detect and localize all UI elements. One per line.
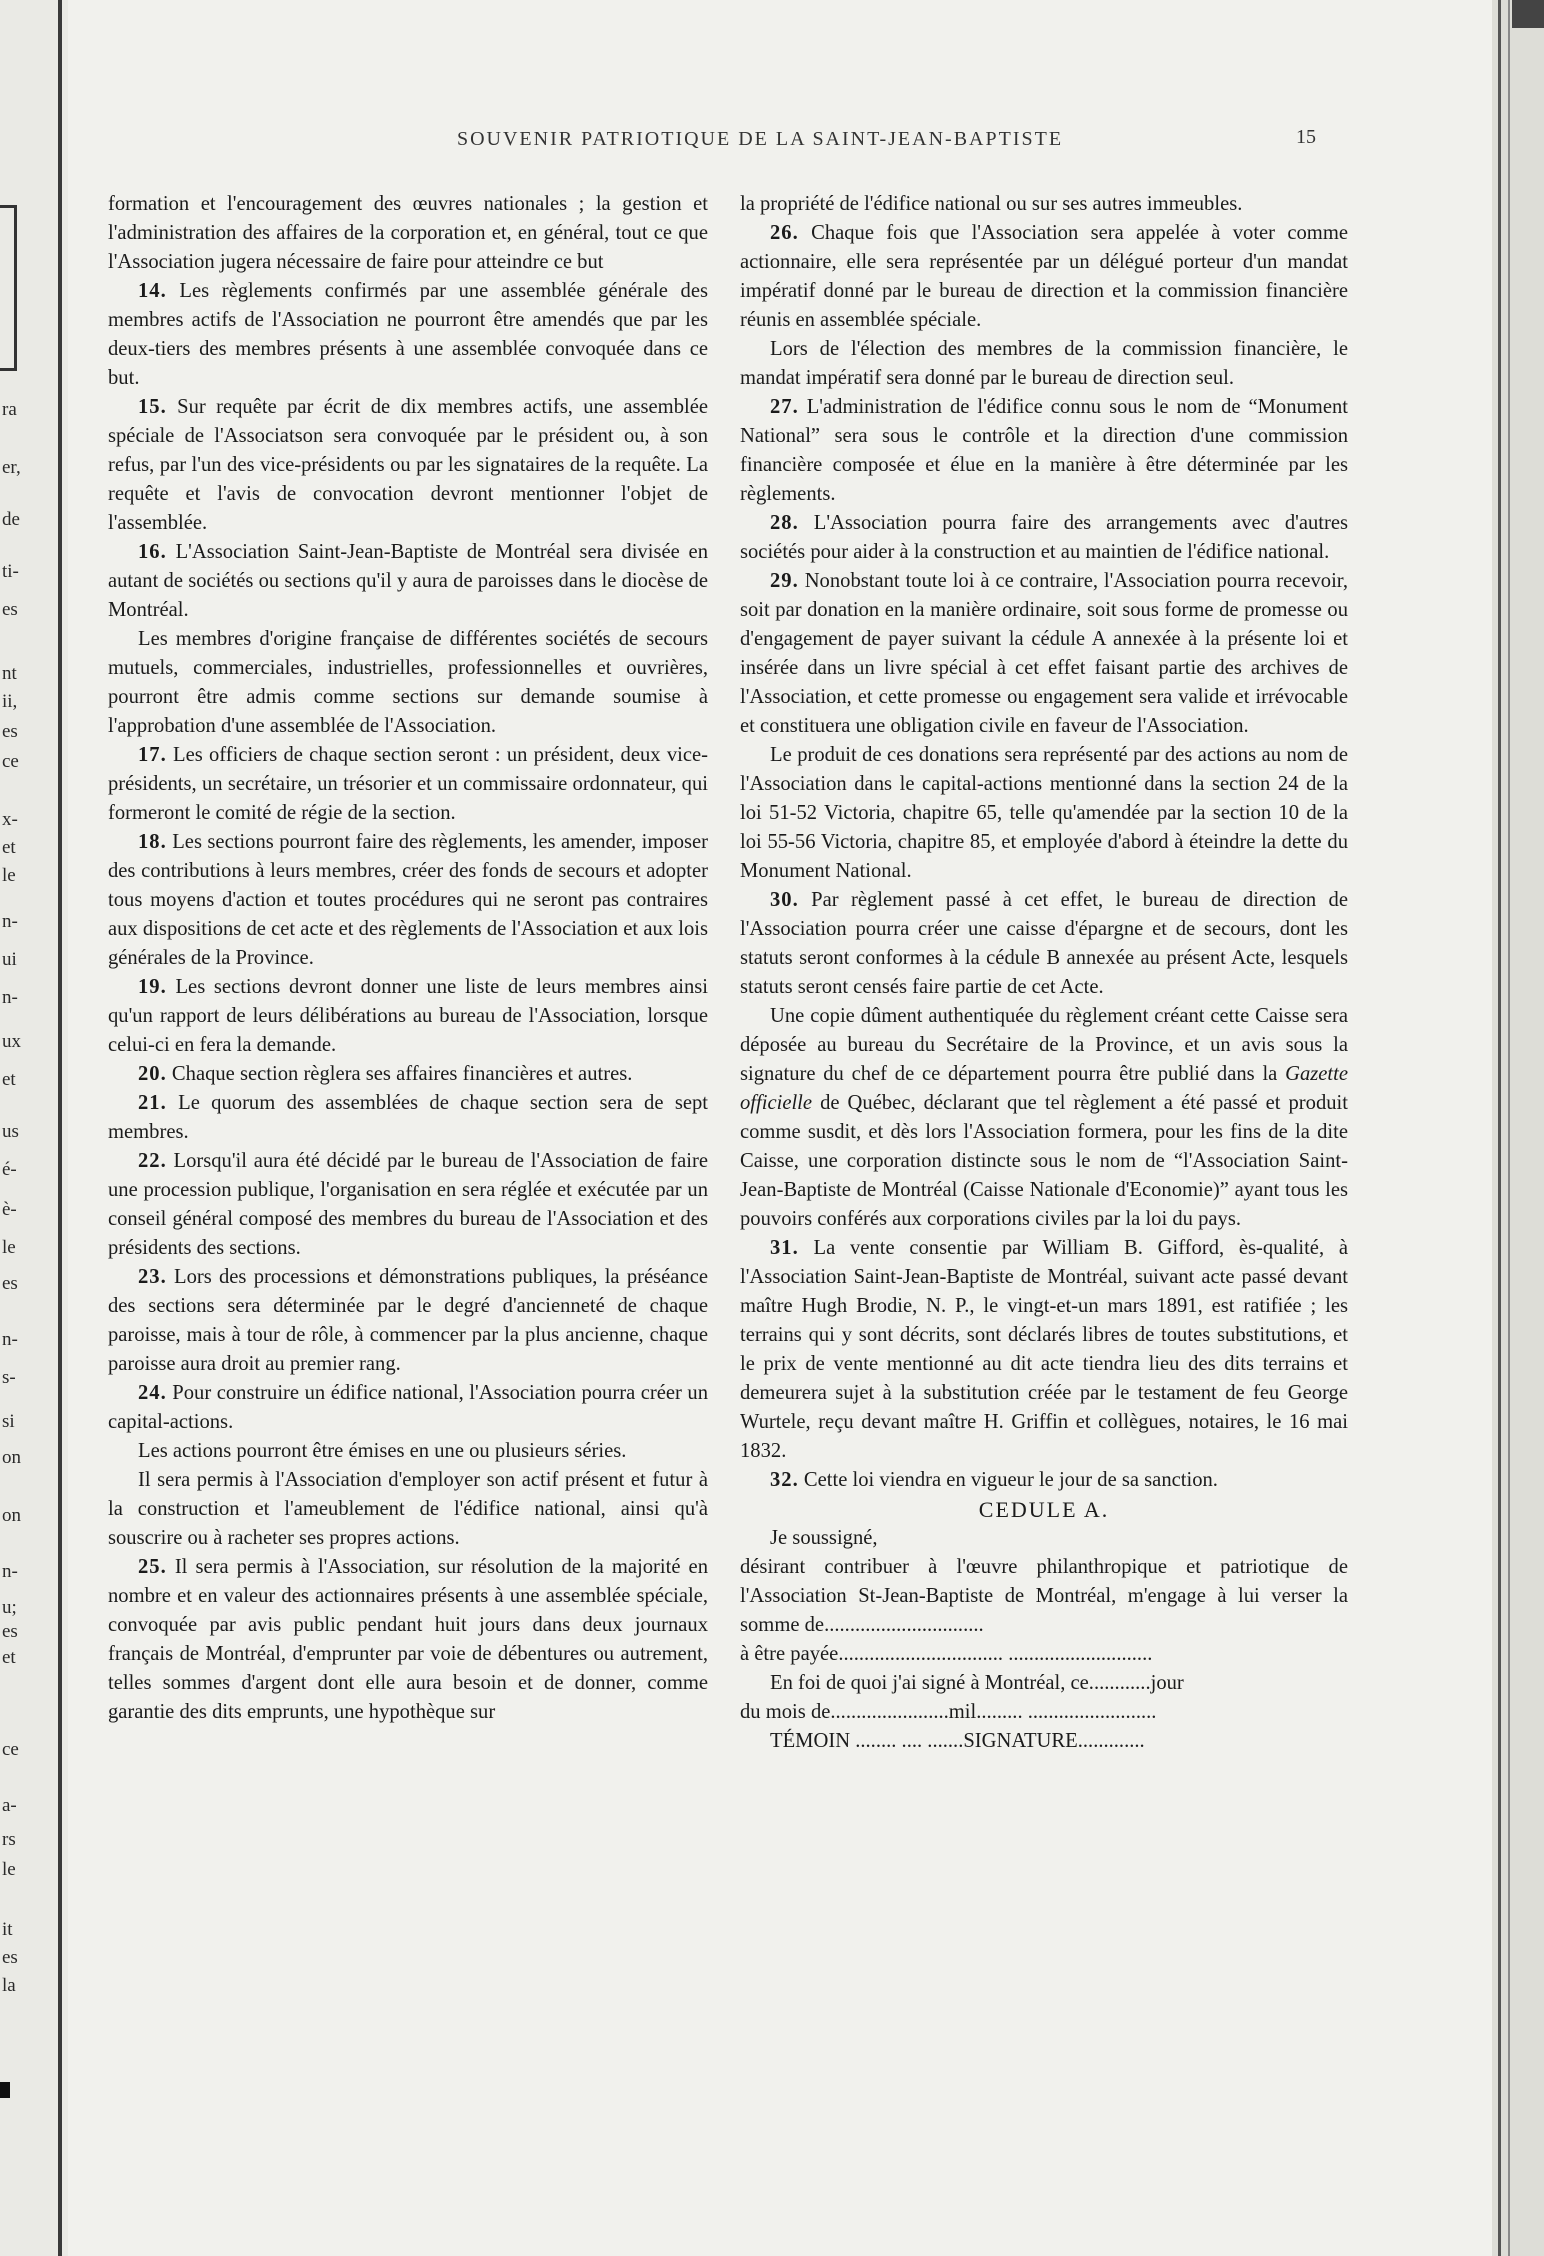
margin-text-fragment: ii,: [2, 691, 18, 712]
paragraph-text: Chaque section règlera ses affaires financières et autres.: [171, 1063, 633, 1085]
section-number: 31.: [770, 1237, 799, 1259]
section-number: 30.: [770, 889, 799, 911]
section-number: 28.: [770, 512, 799, 534]
left-column: [108, 190, 708, 1727]
paragraph-text: Le produit de ces donations sera représenté par des actions au nom de l'Association dans le capital-actions mentionné dans la section 24 de la loi 51-52 Victoria, chapitre 65, telle qu'amendée par la section 10 de la loi 55-56 Victoria, chapitre 85, et employée d'abord à éteindre la dette du Monument National.: [740, 744, 1348, 882]
margin-text-fragment: la: [2, 1975, 16, 1996]
paragraph: [740, 1234, 1348, 1466]
paragraph: [108, 1147, 708, 1263]
cedule-line: à être payée................................ ............................: [740, 1643, 1153, 1665]
paragraph: [740, 1466, 1348, 1495]
margin-text-fragment: ra: [2, 399, 17, 420]
cedule-line: du mois de.......................mil......... .........................: [740, 1701, 1157, 1723]
section-number: 25.: [138, 1556, 167, 1578]
margin-text-fragment: nt: [2, 663, 17, 684]
running-header: SOUVENIR PATRIOTIQUE DE LA SAINT-JEAN-BAPTISTE: [456, 128, 1064, 150]
margin-text-fragment: ux: [2, 1031, 21, 1052]
margin-text-fragment: ui: [2, 949, 17, 970]
paragraph-text: Il sera permis à l'Association, sur résolution de la majorité en nombre et en valeur des actionnaires présents à une assemblée spéciale, convoquée par avis public pendant huit jours dans deux journaux français de Montréal, d'emprunter par voie de débentures ou autrement, telles sommes d'argent dont elle aura besoin et de donner, comme garantie des dits emprunts, une hypothèque sur: [108, 1556, 708, 1723]
paragraph: [740, 335, 1348, 393]
paragraph: [108, 1553, 708, 1727]
paragraph-text: Une copie dûment authentiquée du règlement créant cette Caisse sera déposée au bureau du Secrétaire de la Province, et un avis sous la signature du chef de ce département pourra être publié dans la: [740, 1005, 1348, 1085]
paragraph: [108, 1379, 708, 1437]
section-number: 32.: [770, 1469, 799, 1491]
paragraph: [108, 828, 708, 973]
paragraph: [740, 886, 1348, 1002]
paragraph: [740, 393, 1348, 509]
cedule-line: En foi de quoi j'ai signé à Montréal, ce............jour: [770, 1672, 1184, 1694]
margin-text-fragment: et: [2, 1069, 16, 1090]
margin-text-fragment: on: [2, 1505, 21, 1526]
section-number: 29.: [770, 570, 799, 592]
paragraph: [740, 567, 1348, 741]
paragraph: [108, 1089, 708, 1147]
paragraph-text: Les actions pourront être émises en une ou plusieurs séries.: [138, 1440, 627, 1462]
margin-text-fragment: us: [2, 1121, 19, 1142]
paragraph: [108, 1466, 708, 1553]
paragraph-text: Lorsqu'il aura été décidé par le bureau de l'Association de faire une procession publique, l'organisation en sera réglée et exécutée par un conseil général composé des membres du bureau de l'Association et des présidents des sections.: [108, 1150, 708, 1259]
margin-text-fragment: é-: [2, 1159, 17, 1180]
paragraph-text: L'Association pourra faire des arrangements avec d'autres sociétés pour aider à la construction et au maintien de l'édifice national.: [740, 512, 1348, 563]
paragraph-text: Les sections pourront faire des règlements, les amender, imposer des contributions à leurs membres, créer des fonds de secours et adopter tous moyens d'action et toutes procédures qui ne seront pas contraires aux dispositions de cet acte et des règlements de l'Association et aux lois générales de la Province.: [108, 831, 709, 969]
paragraph: [108, 1263, 708, 1379]
margin-text-fragment: u;: [2, 1597, 17, 1618]
paragraph-text: Le quorum des assemblées de chaque section sera de sept membres.: [108, 1092, 708, 1143]
margin-text-fragment: rs: [2, 1829, 16, 1850]
paragraph: [108, 625, 708, 741]
cedule-title: CEDULE A.: [978, 1497, 1110, 1522]
margin-text-fragment: ce: [2, 1739, 19, 1760]
margin-text-fragment: n-: [2, 987, 18, 1008]
italic-title: Gazette officielle: [740, 1063, 1348, 1114]
margin-text-fragment: et: [2, 837, 16, 858]
paragraph-text: de Québec, déclarant que tel règlement a été passé et produit comme susdit, et dès lors l'Association formera, pour les fins de la dite Caisse, une corporation distincte sous le nom de “l'Association Saint-Jean-Baptiste de Montréal (Caisse Nationale d'Economie)” ayant tous les pouvoirs conférés aux corporations civiles par la loi du pays.: [740, 1092, 1348, 1230]
paragraph: [740, 741, 1348, 886]
margin-text-fragment: a-: [2, 1795, 17, 1816]
section-number: 16.: [138, 541, 167, 563]
paragraph-text: Les règlements confirmés par une assemblée générale des membres actifs de l'Association ne pourront être amendés que par les deux-tiers des membres présents à une assemblée convoquée dans ce but.: [108, 280, 708, 389]
paragraph: [108, 277, 708, 393]
section-number: 26.: [770, 222, 799, 244]
margin-text-fragment: le: [2, 865, 16, 886]
margin-text-fragment: es: [2, 721, 18, 742]
margin-text-fragment: ce: [2, 751, 19, 772]
margin-text-fragment: n-: [2, 1329, 18, 1350]
section-number: 14.: [138, 280, 167, 302]
paragraph: [108, 973, 708, 1060]
section-number: 27.: [770, 396, 799, 418]
paragraph: [740, 190, 1348, 219]
gutter-rule: [58, 0, 62, 2256]
page-edge-right: [1492, 0, 1544, 2256]
paragraph: [740, 1002, 1348, 1234]
margin-text-fragment: si: [2, 1411, 15, 1432]
margin-text-fragment: es: [2, 599, 18, 620]
paragraph: [108, 1437, 708, 1466]
adjacent-page-edge: [0, 0, 68, 2256]
paragraph-text: Il sera permis à l'Association d'employer son actif présent et futur à la construction et l'ameublement de l'édifice national, ainsi qu'à souscrire ou à racheter ses propres actions.: [108, 1469, 708, 1549]
paragraph: [108, 393, 708, 538]
paragraph-text: Pour construire un édifice national, l'Association pourra créer un capital-actions.: [108, 1382, 708, 1433]
margin-text-fragment: le: [2, 1859, 16, 1880]
section-number: 21.: [138, 1092, 167, 1114]
margin-text-fragment: n-: [2, 1561, 18, 1582]
paragraph: [740, 509, 1348, 567]
section-number: 19.: [138, 976, 167, 998]
paragraph-text: formation et l'encouragement des œuvres nationales ; la gestion et l'administration des affaires de la corporation et, en général, tout ce que l'Association jugera nécessaire de faire pour atteindre ce but: [108, 193, 708, 273]
cedule-line: Je soussigné,: [770, 1527, 878, 1549]
paragraph-text: L'Association Saint-Jean-Baptiste de Montréal sera divisée en autant de sociétés ou sections qu'il y aura de paroisses dans le diocèse de Montréal.: [108, 541, 708, 621]
page-number: 15: [1296, 126, 1316, 148]
paragraph-text: Les sections devront donner une liste de leurs membres ainsi qu'un rapport de leurs délibérations au bureau de l'Association, lorsque celui-ci en fera la demande.: [108, 976, 708, 1056]
paragraph-text: Les officiers de chaque section seront : un président, deux vice-présidents, un secrétaire, un trésorier et un commissaire ordonnateur, qui formeront le comité de régie de la section.: [108, 744, 708, 824]
paragraph-text: L'administration de l'édifice connu sous le nom de “Monument National” sera sous le contrôle et la direction d'une commission financière composée et élue en la manière à être déterminée par les règlements.: [740, 396, 1348, 505]
margin-text-fragment: it: [2, 1919, 13, 1940]
section-number: 22.: [138, 1150, 167, 1172]
margin-text-fragment: x-: [2, 809, 18, 830]
section-number: 20.: [138, 1063, 167, 1085]
paragraph-text: Nonobstant toute loi à ce contraire, l'Association pourra recevoir, soit par donation en la manière ordinaire, soit sous forme de promesse ou d'engagement de payer suivant la cédule A annexée à la présente loi et insérée dans un livre spécial à cet effet faisant partie des archives de l'Association, et cette promesse ou engagement sera valide et irrévocable et constituera une obligation civile en faveur de l'Association.: [740, 570, 1348, 737]
paragraph: [740, 219, 1348, 335]
cedule-line: désirant contribuer à l'œuvre philanthropique et patriotique de l'Association St-Jean-Baptiste de Montréal, m'engage à lui verser la somme de...............................: [740, 1556, 1348, 1636]
margin-text-fragment: n-: [2, 911, 18, 932]
margin-text-fragment: s-: [2, 1367, 16, 1388]
section-number: 23.: [138, 1266, 167, 1288]
paragraph: [108, 538, 708, 625]
paragraph-text: Cette loi viendra en vigueur le jour de sa sanction.: [803, 1469, 1218, 1491]
paragraph-text: Lors des processions et démonstrations publiques, la préséance des sections sera déterminée par le degré d'ancienneté de chaque paroisse, mais à tour de rôle, à commencer par la plus ancienne, chaque paroisse aura droit au premier rang.: [108, 1266, 708, 1375]
margin-text-fragment: es: [2, 1947, 18, 1968]
section-number: 17.: [138, 744, 167, 766]
paragraph: [108, 1060, 708, 1089]
margin-text-fragment: et: [2, 1647, 16, 1668]
paragraph: [108, 741, 708, 828]
right-column: [740, 190, 1348, 1756]
margin-text-fragment: on: [2, 1447, 21, 1468]
paragraph-text: La vente consentie par William B. Gifford, ès-qualité, à l'Association Saint-Jean-Baptiste de Montréal, suivant acte passé devant maître Hugh Brodie, N. P., le vingt-et-un mars 1891, est ratifiée ; les terrains qui y sont décrits, sont déclarés libres de toutes substitutions, et le prix de vente mentionné au dit acte tiendra lieu des dits terrains et demeurera sujet à la substitution créée par le testament de feu George Wurtele, reçu devant maître H. Griffin et collègues, notaires, le 16 mai 1832.: [740, 1237, 1348, 1462]
margin-box: [0, 205, 17, 371]
margin-text-fragment: er,: [2, 457, 21, 478]
paragraph-text: la propriété de l'édifice national ou sur ses autres immeubles.: [740, 193, 1243, 215]
margin-mark: [0, 2082, 10, 2098]
paragraph-text: Les membres d'origine française de différentes sociétés de secours mutuels, commerciales, industrielles, professionnelles et ouvrières, pourront être admis comme sections sur demande soumise à l'approbation d'une assemblée de l'Association.: [108, 628, 708, 737]
paragraph-text: Sur requête par écrit de dix membres actifs, une assemblée spéciale de l'Associatson sera convoquée par le président ou, à son refus, par l'un des vice-présidents ou par les signataires de la requête. La requête et l'avis de convocation devront mentionner l'objet de l'assemblée.: [108, 396, 708, 534]
paragraph-text: Par règlement passé à cet effet, le bureau de direction de l'Association pourra créer une caisse d'épargne et de secours, dont les statuts seront conformes à la cédule B annexée au présent Acte, lesquels statuts seront censés faire partie de cet Acte.: [740, 889, 1348, 998]
paragraph: [108, 190, 708, 277]
margin-text-fragment: è-: [2, 1199, 17, 1220]
section-number: 15.: [138, 396, 167, 418]
margin-text-fragment: de: [2, 509, 20, 530]
cedule-signature-line: TÉMOIN ........ .... .......SIGNATURE.............: [770, 1730, 1145, 1752]
section-number: 18.: [138, 831, 167, 853]
margin-text-fragment: es: [2, 1273, 18, 1294]
margin-text-fragment: le: [2, 1237, 16, 1258]
margin-text-fragment: es: [2, 1621, 18, 1642]
paragraph-text: Lors de l'élection des membres de la commission financière, le mandat impératif sera donné par le bureau de direction seul.: [740, 338, 1348, 389]
section-number: 24.: [138, 1382, 167, 1404]
paragraph-text: Chaque fois que l'Association sera appelée à voter comme actionnaire, elle sera représentée par un délégué porteur d'un mandat impératif donné par le bureau de direction et la commission financière réunis en assemblée spéciale.: [740, 222, 1348, 331]
margin-text-fragment: ti-: [2, 561, 19, 582]
